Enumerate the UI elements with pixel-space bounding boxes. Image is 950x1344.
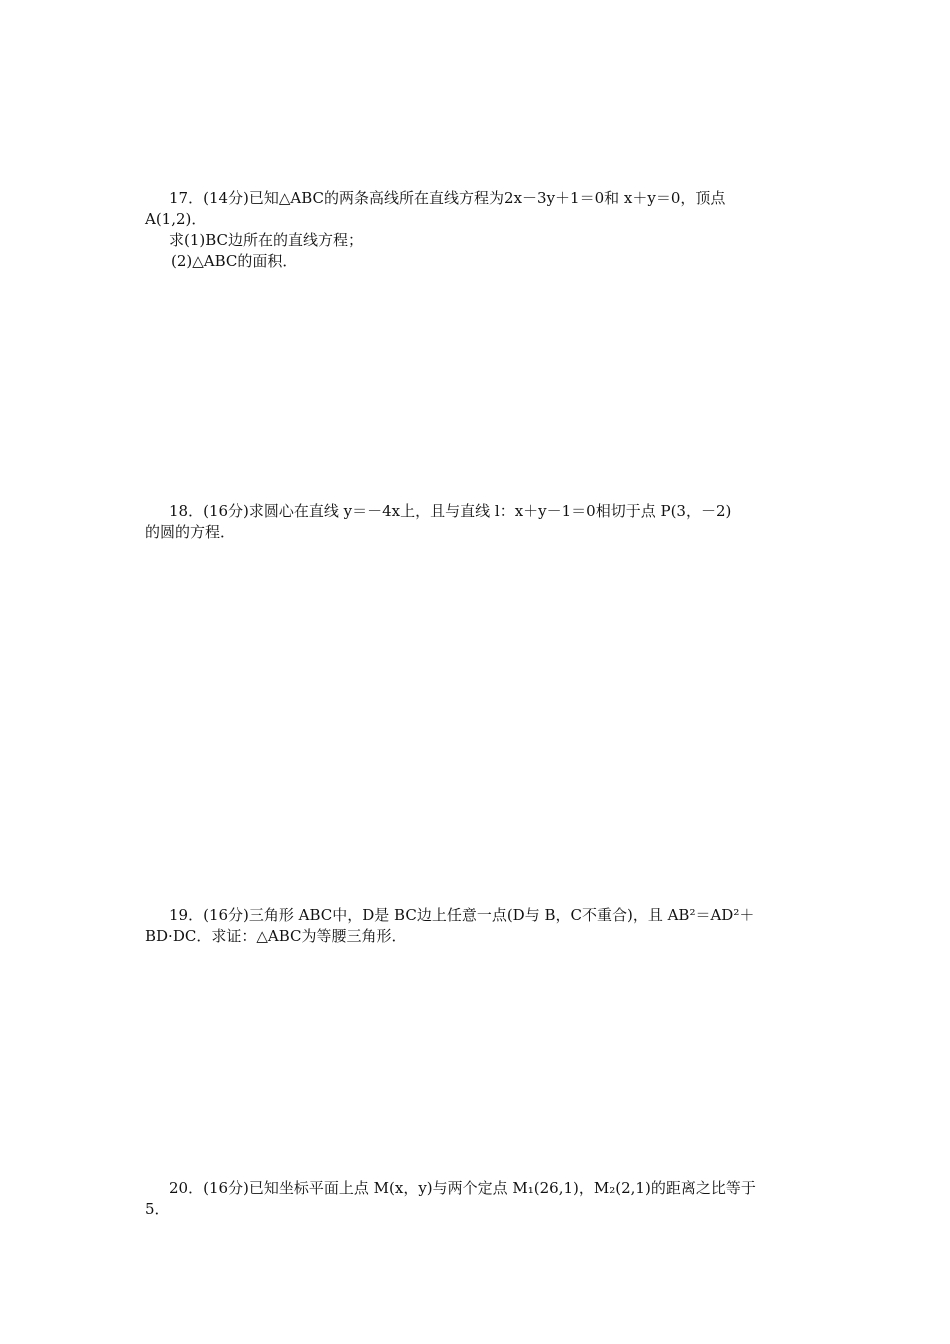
problem-17-line-1: 17．(14分)已知△ABC的两条高线所在直线方程为2x－3y＋1＝0和 x＋y＝0，顶点 [169, 189, 726, 207]
problem-17-line-4: (2)△ABC的面积． [171, 252, 298, 270]
problem-20 [145, 1178, 807, 1220]
problem-17 [145, 188, 807, 272]
problem-18-line-2: 的圆的方程． [145, 523, 236, 541]
problem-18 [145, 501, 807, 543]
problem-19 [145, 905, 807, 947]
problem-20-line-1: 20．(16分)已知坐标平面上点 M(x，y)与两个定点 M₁(26,1)，M₂(2,1)的距离之比等于 [169, 1179, 756, 1197]
problem-19-line-2: BD·DC．求证：△ABC为等腰三角形． [145, 927, 407, 945]
problem-17-line-2: A(1,2)． [145, 210, 207, 228]
problem-19-line-1: 19．(16分)三角形 ABC中，D是 BC边上任意一点(D与 B，C不重合)，且 AB²＝AD²＋ [169, 906, 755, 924]
problem-17-line-3: 求(1)BC边所在的直线方程； [169, 231, 364, 249]
problem-20-line-2: 5． [145, 1200, 170, 1218]
problem-18-line-1: 18．(16分)求圆心在直线 y＝－4x上，且与直线 l：x＋y－1＝0相切于点 P(3，－2) [169, 502, 732, 520]
